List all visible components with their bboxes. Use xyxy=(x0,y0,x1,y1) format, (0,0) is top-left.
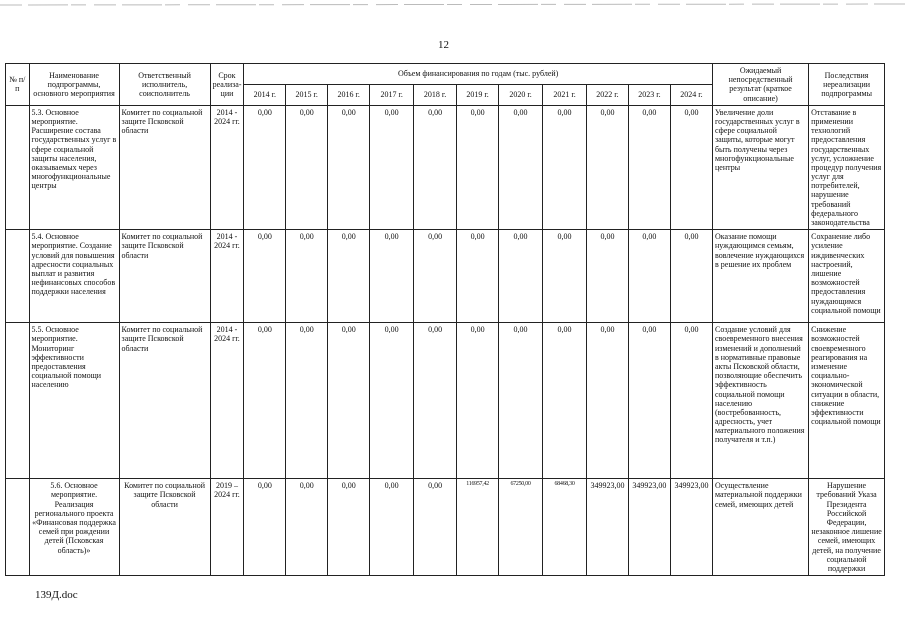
row-name: 5.3. Основное мероприятие. Расширение состава государственных услуг в сфере социальной защиты населения, оказываемых через многофункциональные центры xyxy=(29,105,119,229)
value-cell: 0,00 xyxy=(244,105,286,229)
value-cell: 0,00 xyxy=(670,323,712,479)
value-cell: 0,00 xyxy=(414,105,457,229)
row-num xyxy=(6,323,30,479)
row-term: 2014 - 2024 гг. xyxy=(210,323,244,479)
value-cell: 0,00 xyxy=(328,323,370,479)
row-name: 5.5. Основное мероприятие. Мониторинг эффективности предоставления социальной помощи населению xyxy=(29,323,119,479)
row-consequences: Отставание в применении технологий предоставления государственных услуг, усложнение процедур получения услуг для потребителей, нарушение требований федерального законодательства xyxy=(809,105,885,229)
value-cell: 0,00 xyxy=(370,323,414,479)
header-executor: Ответственный исполнитель, соисполнитель xyxy=(119,64,210,106)
header-year: 2020 г. xyxy=(499,84,543,105)
header-year: 2016 г. xyxy=(328,84,370,105)
row-term: 2019 – 2024 гг. xyxy=(210,479,244,576)
footer-filename: 139Д.doc xyxy=(35,589,78,601)
header-year: 2023 г. xyxy=(628,84,670,105)
row-consequences: Снижение возможностей своевременного реагирования на изменение социально-экономической ситуации в области, снижение эффективности социальной помощи xyxy=(809,323,885,479)
value-cell: 0,00 xyxy=(457,323,499,479)
value-cell: 0,00 xyxy=(587,323,629,479)
header-result: Ожидаемый непосредственный результат (краткое описание) xyxy=(712,64,808,106)
row-executor: Комитет по социальной защите Псковской области xyxy=(119,479,210,576)
row-name: 5.4. Основное мероприятие. Создание условий для повышения адресности социальных выплат и развития нефинансовых способов поддержки населения xyxy=(29,230,119,323)
table-row xyxy=(6,323,885,479)
value-cell: 0,00 xyxy=(587,105,629,229)
value-cell: 0,00 xyxy=(628,323,670,479)
value-cell: 349923,00 xyxy=(670,479,712,576)
value-cell: 0,00 xyxy=(370,105,414,229)
row-num xyxy=(6,105,30,229)
table-row xyxy=(6,230,885,323)
table-row xyxy=(6,479,885,576)
value-cell: 0,00 xyxy=(244,479,286,576)
row-term: 2014 - 2024 гг. xyxy=(210,230,244,323)
value-cell: 0,00 xyxy=(499,230,543,323)
value-cell: 0,00 xyxy=(670,105,712,229)
value-cell: 0,00 xyxy=(244,323,286,479)
value-cell: 0,00 xyxy=(286,479,328,576)
value-cell: 0,00 xyxy=(543,323,587,479)
header-year: 2017 г. xyxy=(370,84,414,105)
value-cell: 0,00 xyxy=(414,230,457,323)
value-cell: 116957,42 xyxy=(457,479,499,576)
row-consequences: Нарушение требований Указа Президента Российской Федерации, незаконное лишение семей, имеющих детей, на получение социальной поддержки xyxy=(809,479,885,576)
value-cell: 67250,00 xyxy=(499,479,543,576)
funding-table xyxy=(5,63,885,576)
row-executor: Комитет по социальной защите Псковской области xyxy=(119,230,210,323)
value-cell: 68468,30 xyxy=(543,479,587,576)
value-cell: 0,00 xyxy=(286,230,328,323)
value-cell: 0,00 xyxy=(543,230,587,323)
value-cell: 0,00 xyxy=(414,479,457,576)
header-year: 2019 г. xyxy=(457,84,499,105)
row-result: Оказание помощи нуждающимся семьям, вовлечение нуждающихся в решение их проблем xyxy=(712,230,808,323)
row-result: Создание условий для своевременного внесения изменений и дополнений в нормативные правовые акты Псковской области, позволяющие обеспечить эффективность социальной помощи населению (востребованность, адресность, учет материального положения получателя и т.п.) xyxy=(712,323,808,479)
row-result: Увеличение доли государственных услуг в сфере социальной защиты, которые могут быть получены через многофункциональные центры xyxy=(712,105,808,229)
row-name: 5.6. Основное мероприятие. Реализация регионального проекта «Финансовая поддержка семей при рождении детей (Псковская область)» xyxy=(29,479,119,576)
row-executor: Комитет по социальной защите Псковской области xyxy=(119,105,210,229)
row-executor: Комитет по социальной защите Псковской области xyxy=(119,323,210,479)
header-num: № п/п xyxy=(6,64,30,106)
value-cell: 0,00 xyxy=(543,105,587,229)
value-cell: 0,00 xyxy=(370,479,414,576)
header-consequences: Последствия нереализации подпрограммы xyxy=(809,64,885,106)
header-year: 2024 г. xyxy=(670,84,712,105)
row-term: 2014 - 2024 гг. xyxy=(210,105,244,229)
value-cell: 0,00 xyxy=(244,230,286,323)
value-cell: 0,00 xyxy=(670,230,712,323)
row-num xyxy=(6,230,30,323)
row-consequences: Сохранение либо усиление иждивенческих настроений, лишение возможностей предоставления нуждающимся социальной помощи xyxy=(809,230,885,323)
value-cell: 0,00 xyxy=(328,230,370,323)
header-term: Срок реализа-ции xyxy=(210,64,244,106)
header-year: 2014 г. xyxy=(244,84,286,105)
value-cell: 0,00 xyxy=(328,479,370,576)
value-cell: 0,00 xyxy=(628,105,670,229)
value-cell: 0,00 xyxy=(457,105,499,229)
value-cell: 0,00 xyxy=(370,230,414,323)
value-cell: 349923,00 xyxy=(587,479,629,576)
header-year: 2015 г. xyxy=(286,84,328,105)
header-year: 2021 г. xyxy=(543,84,587,105)
header-year: 2022 г. xyxy=(587,84,629,105)
value-cell: 0,00 xyxy=(328,105,370,229)
header-row-1 xyxy=(6,64,885,85)
value-cell: 349923,00 xyxy=(628,479,670,576)
header-funding: Объем финансирования по годам (тыс. рублей) xyxy=(244,64,713,85)
header-year: 2018 г. xyxy=(414,84,457,105)
header-name: Наименование подпрограммы, основного мероприятия xyxy=(29,64,119,106)
scan-edge-line xyxy=(0,2,905,8)
value-cell: 0,00 xyxy=(628,230,670,323)
page-number: 12 xyxy=(438,39,449,51)
value-cell: 0,00 xyxy=(499,323,543,479)
value-cell: 0,00 xyxy=(499,105,543,229)
value-cell: 0,00 xyxy=(414,323,457,479)
table-row xyxy=(6,105,885,229)
value-cell: 0,00 xyxy=(457,230,499,323)
value-cell: 0,00 xyxy=(286,323,328,479)
value-cell: 0,00 xyxy=(587,230,629,323)
row-result: Осуществление материальной поддержки семей, имеющих детей xyxy=(712,479,808,576)
value-cell: 0,00 xyxy=(286,105,328,229)
row-num xyxy=(6,479,30,576)
